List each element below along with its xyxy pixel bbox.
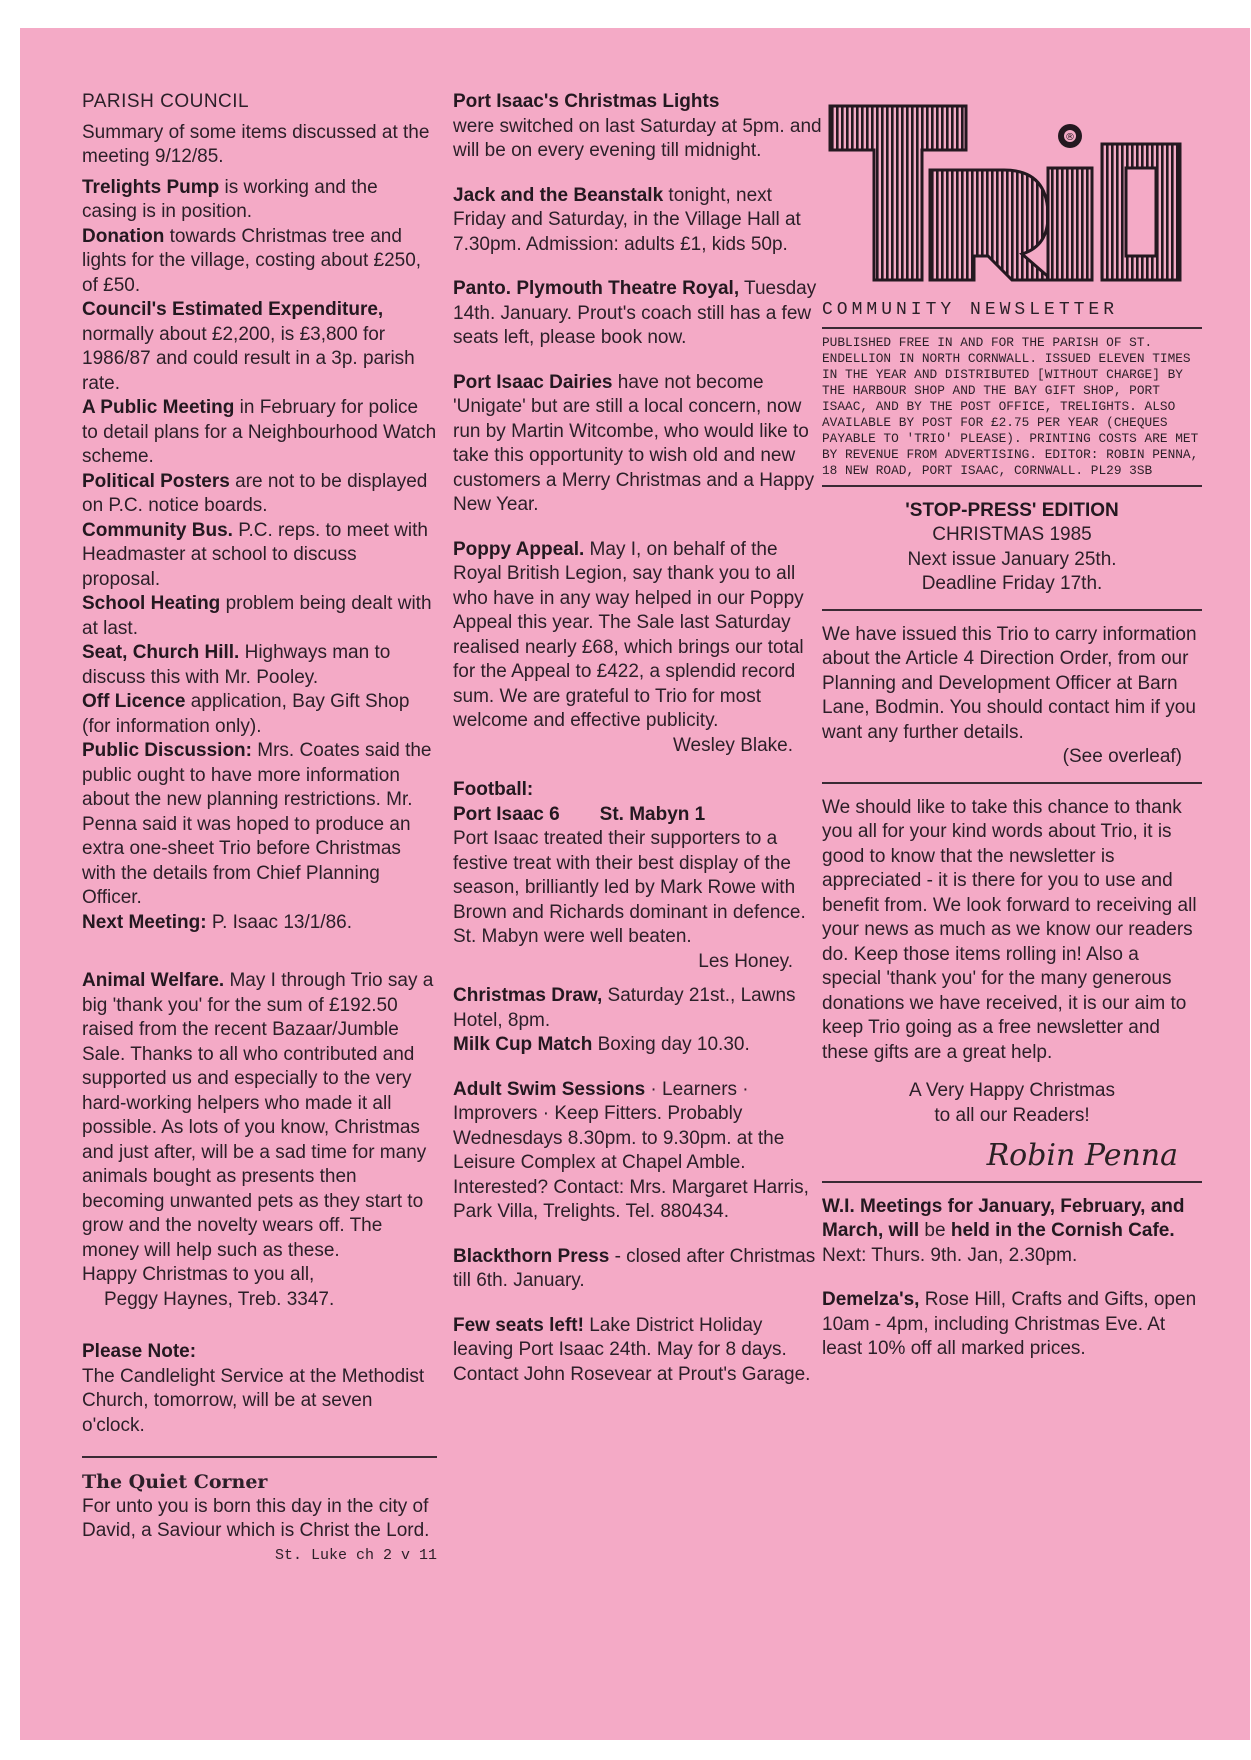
- note-title: Please Note:: [82, 1341, 197, 1362]
- logo-mark: ®: [1065, 132, 1075, 143]
- milk-item: Milk Cup Match Boxing day 10.30.: [453, 1034, 750, 1055]
- newsletter-subtitle: COMMUNITY NEWSLETTER: [822, 298, 1202, 329]
- football-title: Football:: [453, 779, 534, 800]
- animal-greeting: Happy Christmas to you all,: [82, 1264, 315, 1285]
- quiet-corner-ref: St. Luke ch 2 v 11: [274, 1546, 437, 1564]
- parish-item: A Public Meeting in February for police to detail plans for a Neighbourhood Watch scheme.: [82, 397, 437, 467]
- animal-welfare: Animal Welfare. May I through Trio say a big 'thank you' for the sum of £192.50 raised from the recent Bazaar/Jumble Sale. Thanks to all who contributed and supported us and especially to the very hard-working helpers who made it all possible. As lots of you know, Christmas and just after, will be a sad time for many animals bought as presents then becoming unwanted pets as they start to grow and the novelty wears off. The money will help such as these.: [82, 970, 434, 1261]
- animal-signoff: Peggy Haynes, Treb. 3347.: [104, 1288, 335, 1310]
- football-score: Port Isaac 6 St. Mabyn 1: [453, 803, 706, 825]
- demelza-item: Demelza's, Rose Hill, Crafts and Gifts, open 10am - 4pm, including Christmas Eve. At least 10% off all marked prices.: [822, 1289, 1197, 1359]
- divider: [822, 782, 1202, 784]
- right-column: [822, 90, 1202, 1362]
- trio-logo: [826, 84, 1186, 294]
- lights-body: were switched on last Saturday at 5pm. and will be on every evening till midnight.: [453, 115, 822, 161]
- parish-item: Community Bus. P.C. reps. to meet with Headmaster at school to discuss proposal.: [82, 519, 428, 590]
- parish-item: Public Discussion: Mrs. Coates said the public ought to have more information about the new planning restrictions. Mr. Penna said it was hoped to produce an extra one-sheet Trio before Christmas with the details from Chief Planning Officer.: [82, 740, 432, 908]
- see-overleaf: (See overleaf): [1062, 746, 1182, 767]
- parish-intro: Summary of some items discussed at the meeting 9/12/85.: [82, 121, 430, 167]
- article4-text: We have issued this Trio to carry information about the Article 4 Direction Order, from our Planning and Development Officer at Barn Lane, Bodmin. You should contact him if you want any further details.: [822, 623, 1197, 743]
- left-column: [82, 90, 437, 1568]
- wi-next: Next: Thurs. 9th. Jan, 2.30pm.: [822, 1244, 1078, 1266]
- parish-item: Donation towards Christmas tree and lights for the village, costing about £250, of £50.: [82, 225, 422, 296]
- deadline: Deadline Friday 17th.: [921, 573, 1103, 594]
- note-body: The Candlelight Service at the Methodist Church, tomorrow, will be at seven o'clock.: [82, 1365, 425, 1436]
- football-signature: Les Honey.: [698, 950, 793, 972]
- xmas-line-2: to all our Readers!: [934, 1104, 1090, 1126]
- newsletter-page: [20, 28, 1250, 1740]
- poppy-item: Poppy Appeal. May I, on behalf of the Royal British Legion, say thank you to all who have in any way helped in our Poppy Appeal this year. The Sale last Saturday realised nearly £68, which brings our total for the Appeal to £422, a splendid record sum. We are grateful to Trio for most welcome and effective publicity.: [453, 538, 804, 731]
- publication-info: PUBLISHED FREE IN AND FOR THE PARISH OF ST. ENDELLION IN NORTH CORNWALL. ISSUED ELEVEN TIMES IN THE YEAR AND DISTRIBUTED [WITHOUT CHARGE] BY THE HARBOUR SHOP AND THE BAY GIFT SHOP, PORT ISAAC, AND BY THE POST OFFICE, TRELIGHTS. ALSO AVAILABLE BY POST FOR £2.75 PER YEAR (CHEQUES PAYABLE TO 'TRIO' PLEASE). PRINTING COSTS ARE MET BY REVENUE FROM ADVERTISING. EDITOR: ROBIN PENNA, 18 NEW ROAD, PORT ISAAC, CORNWALL. PL29 3SB: [822, 329, 1202, 487]
- divider: [822, 1181, 1202, 1183]
- parish-items: [82, 176, 437, 936]
- parish-item: School Heating problem being dealt with at last.: [82, 593, 432, 639]
- quiet-corner-body: For unto you is born this day in the city of David, a Saviour which is Christ the Lord.: [82, 1495, 430, 1541]
- quiet-corner-title: The Quiet Corner: [82, 1471, 268, 1493]
- panto-item: Panto. Plymouth Theatre Royal, Tuesday 14th. January. Prout's coach still has a few seats left, please book now.: [453, 278, 817, 348]
- divider: [822, 609, 1202, 611]
- divider: [82, 1456, 437, 1458]
- parish-heading: PARISH COUNCIL: [82, 91, 250, 112]
- wi-meetings: W.I. Meetings for January, February, and March, will be held in the Cornish Cafe.: [822, 1195, 1185, 1241]
- parish-item: Next Meeting: P. Isaac 13/1/86.: [82, 911, 353, 933]
- parish-item: Seat, Church Hill. Highways man to discuss this with Mr. Pooley.: [82, 642, 391, 688]
- seats-item: Few seats left! Lake District Holiday leaving Port Isaac 24th. May for 8 days. Contact John Rosevear at Prout's Garage.: [453, 1314, 811, 1385]
- lights-title: Port Isaac's Christmas Lights: [453, 91, 720, 112]
- blackthorn-item: Blackthorn Press - closed after Christmas till 6th. January.: [453, 1245, 816, 1291]
- logo-text: TRIO: [832, 98, 835, 99]
- thanks-text: We should like to take this chance to thank you all for your kind words about Trio, it is good to know that the newsletter is appreciated - it is there for you to use and benefit from. We look forward to receiving all your news as much as we know our readers do. Keep those items rolling in! Also a special 'thank you' for the many generous donations we have received, it is our aim to keep Trio going as a free newsletter and these gifts are a great help.: [822, 796, 1197, 1063]
- editor-signature: Robin Penna: [986, 1138, 1178, 1173]
- jack-item: Jack and the Beanstalk tonight, next Friday and Saturday, in the Village Hall at 7.30pm. Admission: adults £1, kids 50p.: [453, 184, 801, 255]
- draw-item: Christmas Draw, Saturday 21st., Lawns Hotel, 8pm.: [453, 985, 796, 1031]
- parish-item: Off Licence application, Bay Gift Shop (for information only).: [82, 691, 410, 737]
- football-body: Port Isaac treated their supporters to a festive treat with their best display of the season, brilliantly led by Mark Rowe with Brown and Richards dominant in defence. St. Mabyn were well beaten.: [453, 828, 806, 947]
- next-issue: Next issue January 25th.: [907, 548, 1117, 570]
- dairies-item: Port Isaac Dairies have not become 'Unigate' but are still a local concern, now run by Martin Witcombe, who would like to take this opportunity to wish old and new customers a Merry Christmas and a Happy New Year.: [453, 371, 815, 515]
- parish-item: Trelights Pump is working and the casing is in position.: [82, 176, 378, 222]
- stop-press: [822, 499, 1202, 597]
- trio-logo-graphic: [826, 84, 1186, 284]
- swim-item: Adult Swim Sessions · Learners · Improvers · Keep Fitters. Probably Wednesdays 8.30pm. to 9.30pm. at the Leisure Complex at Chapel Amble. Interested? Contact: Mrs. Margaret Harris, Park Villa, Trelights. Tel. 880434.: [453, 1078, 809, 1222]
- parish-item: Council's Estimated Expenditure, normally about £2,200, is £3,800 for 1986/87 and could result in a 3p. parish rate.: [82, 299, 415, 394]
- xmas-line-1: A Very Happy Christmas: [909, 1080, 1115, 1101]
- parish-item: Political Posters are not to be displayed on P.C. notice boards.: [82, 470, 428, 516]
- edition-date: CHRISTMAS 1985: [932, 524, 1092, 545]
- middle-column: [453, 90, 823, 1387]
- poppy-signature: Wesley Blake.: [672, 734, 793, 756]
- edition-title: 'STOP-PRESS' EDITION: [905, 499, 1119, 521]
